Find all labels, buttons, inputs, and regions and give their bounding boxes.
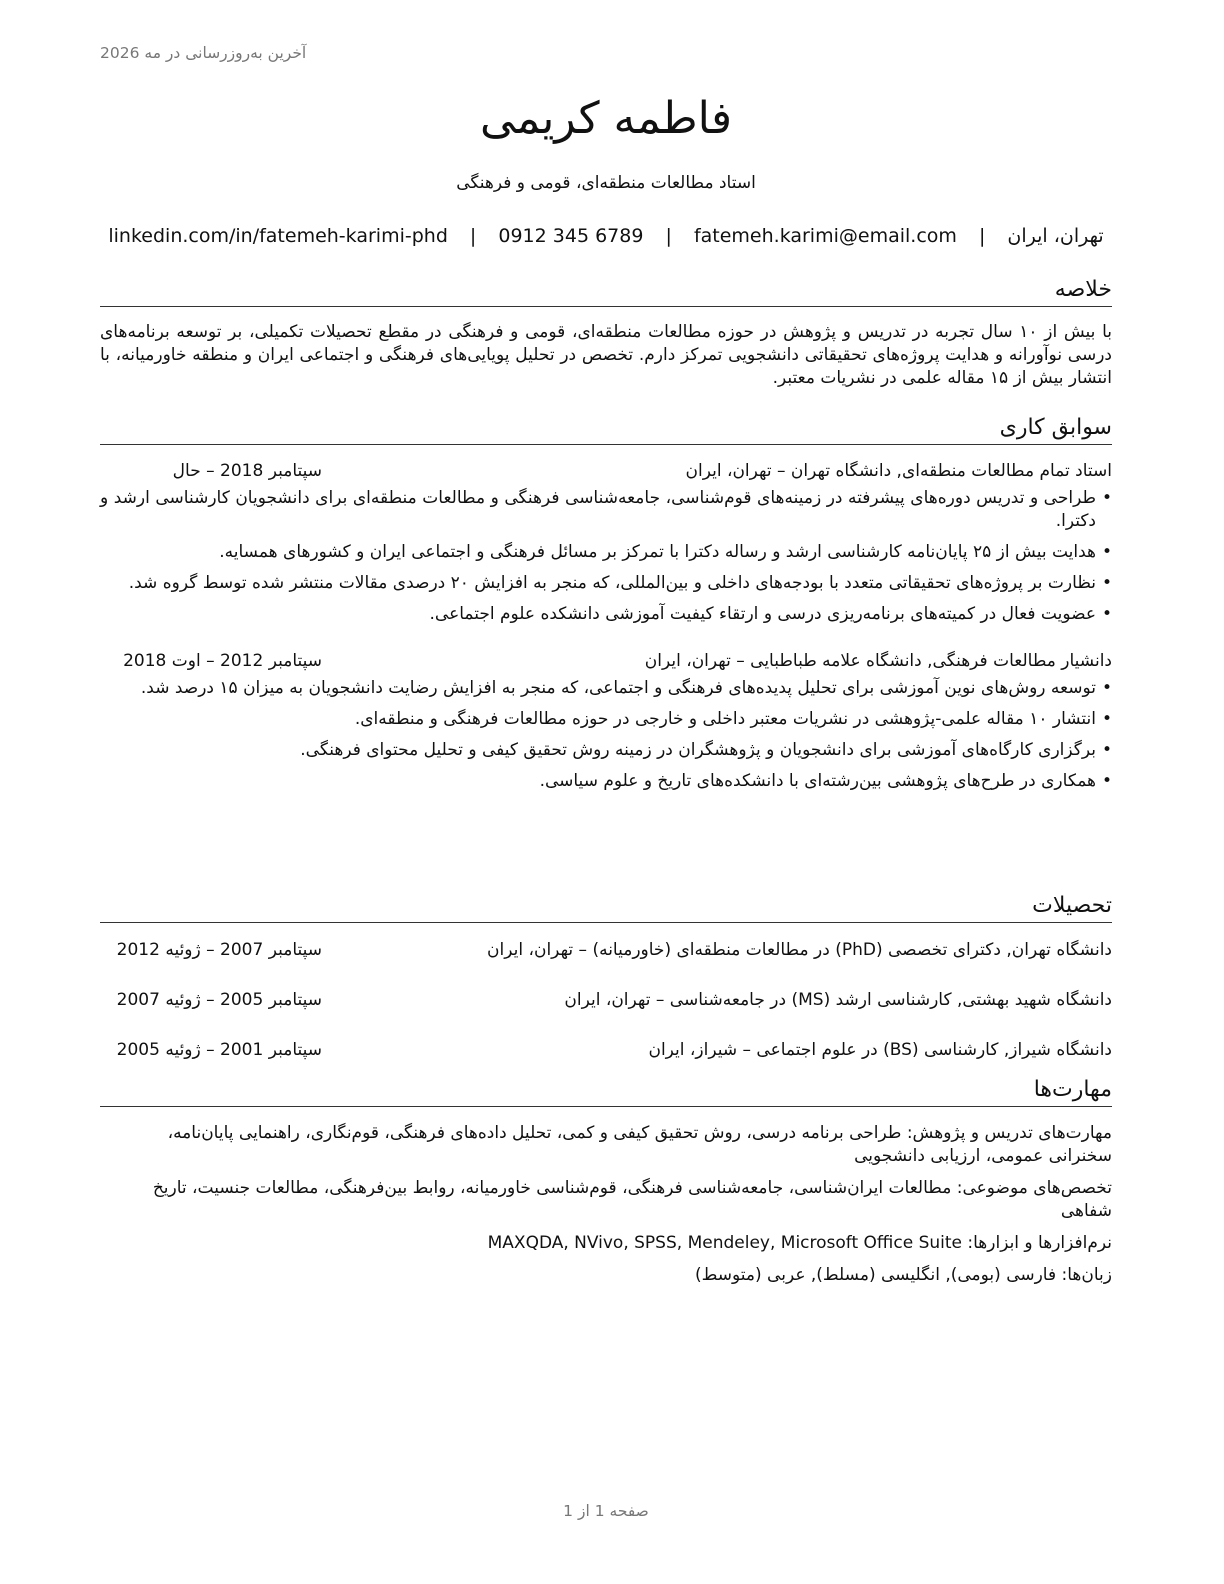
skill-line: نرم‌افزارها و ابزارها: MAXQDA, NVivo, SPSS, Mendeley, Microsoft Office Suite xyxy=(487,1233,1112,1253)
job-entry xyxy=(100,460,1112,626)
last-updated-note: آخرین به‌روزرسانی در مه 2026 xyxy=(100,44,307,62)
person-title: استاد مطالعات منطقه‌ای، قومی و فرهنگی xyxy=(456,173,756,193)
job-header xyxy=(100,650,1112,673)
education-degree: دانشگاه شهید بهشتی, کارشناسی ارشد (MS) در جامعه‌شناسی – تهران، ایران xyxy=(564,990,1112,1010)
contact-email[interactable]: fatemeh.karimi@email.com xyxy=(693,225,957,247)
job-bullet: • توسعه روش‌های نوین آموزشی برای تحلیل پدیده‌های فرهنگی و اجتماعی، که منجر به افزایش رضایت دانشجویان به میزان ۱۵ درصد شد. xyxy=(100,677,1112,700)
page-number: صفحه 1 از 1 xyxy=(563,1502,649,1520)
education-section xyxy=(100,892,1112,1062)
summary-section xyxy=(100,276,1112,390)
person-name: فاطمه کریمی xyxy=(479,93,733,144)
resume-page xyxy=(100,0,1112,1584)
education-degree: دانشگاه شیراز, کارشناسی (BS) در علوم اجتماعی – شیراز، ایران xyxy=(648,1040,1112,1060)
job-role: استاد تمام مطالعات منطقه‌ای, دانشگاه تهران – تهران، ایران xyxy=(685,461,1112,481)
education-degree: دانشگاه تهران, دکترای تخصصی (PhD) در مطالعات منطقه‌ای (خاورمیانه) – تهران، ایران xyxy=(487,940,1112,960)
section-heading-education: تحصیلات xyxy=(100,892,1112,923)
job-dates: سپتامبر 2018 – حال xyxy=(172,461,322,481)
job-bullets xyxy=(100,487,1112,626)
education-item xyxy=(100,1039,1112,1062)
contact-separator: | xyxy=(978,225,986,247)
education-dates: سپتامبر 2001 – ژوئیه 2005 xyxy=(116,1040,322,1060)
job-role: دانشیار مطالعات فرهنگی, دانشگاه علامه طباطبایی – تهران، ایران xyxy=(644,651,1112,671)
job-bullet: • نظارت بر پروژه‌های تحقیقاتی متعدد با بودجه‌های داخلی و بین‌المللی، که منجر به افزایش ۲۰ درصدی مقالات منتشر شده توسط گروه شد. xyxy=(100,572,1112,595)
job-bullet: • هدایت بیش از ۲۵ پایان‌نامه کارشناسی ارشد و رساله دکترا با تمرکز بر مسائل فرهنگی و اجتماعی ایران و کشورهای همسایه. xyxy=(100,541,1112,564)
skill-line: زبان‌ها: فارسی (بومی), انگلیسی (مسلط), عربی (متوسط) xyxy=(694,1265,1112,1285)
job-bullet: • طراحی و تدریس دوره‌های پیشرفته در زمینه‌های قوم‌شناسی، جامعه‌شناسی فرهنگی و مطالعات منطقه‌ای برای دانشجویان کارشناسی ارشد و دکترا. xyxy=(100,487,1112,533)
job-bullet: • برگزاری کارگاه‌های آموزشی برای دانشجویان و پژوهشگران در زمینه روش تحقیق کیفی و تحلیل محتوای فرهنگی. xyxy=(100,739,1112,762)
education-dates: سپتامبر 2007 – ژوئیه 2012 xyxy=(116,940,322,960)
experience-section xyxy=(100,414,1112,801)
contact-phone[interactable]: 0912 345 6789 xyxy=(498,225,644,247)
job-bullet: • همکاری در طرح‌های پژوهشی بین‌رشته‌ای با دانشکده‌های تاریخ و علوم سیاسی. xyxy=(100,770,1112,793)
job-dates: سپتامبر 2012 – اوت 2018 xyxy=(123,651,322,671)
contact-location: تهران، ایران xyxy=(1007,225,1104,247)
skill-line: مهارت‌های تدریس و پژوهش: طراحی برنامه درسی، روش تحقیق کیفی و کمی، تحلیل داده‌های فرهنگی، قوم‌نگاری، راهنمایی پایان‌نامه، سخنرانی عمومی، ارزیابی دانشجویی xyxy=(167,1123,1112,1166)
section-heading-skills: مهارت‌ها xyxy=(100,1076,1112,1107)
section-heading-experience: سوابق کاری xyxy=(100,414,1112,445)
job-bullets xyxy=(100,677,1112,793)
contact-separator: | xyxy=(665,225,672,247)
skill-line: تخصص‌های موضوعی: مطالعات ایران‌شناسی، جامعه‌شناسی فرهنگی، قوم‌شناسی خاورمیانه، روابط بین‌فرهنگی، مطالعات جنسیت، تاریخ شفاهی xyxy=(152,1178,1112,1221)
contact-separator: | xyxy=(469,225,477,247)
summary-text: با بیش از ۱۰ سال تجربه در تدریس و پژوهش در حوزه مطالعات منطقه‌ای، قومی و فرهنگی در مقطع تحصیلات تکمیلی، بر توسعه برنامه‌های درسی نوآورانه و هدایت پروژه‌های تحقیقاتی دانشجویی تمرکز دارم. تخصص در تحلیل پویایی‌های فرهنگی و اجتماعی ایران و منطقه خاورمیانه، با انتشار بیش از ۱۵ مقاله علمی در نشریات معتبر. xyxy=(100,322,1113,388)
contact-linkedin[interactable]: linkedin.com/in/fatemeh-karimi-phd xyxy=(108,225,448,247)
education-dates: سپتامبر 2005 – ژوئیه 2007 xyxy=(116,990,322,1010)
contact-line xyxy=(100,224,1112,248)
job-bullet: • عضویت فعال در کمیته‌های برنامه‌ریزی درسی و ارتقاء کیفیت آموزشی دانشکده علوم اجتماعی. xyxy=(100,603,1112,626)
skills-section xyxy=(100,1076,1112,1296)
education-item xyxy=(100,939,1112,962)
job-entry xyxy=(100,650,1112,793)
job-bullet: • انتشار ۱۰ مقاله علمی-پژوهشی در نشریات معتبر داخلی و خارجی در حوزه مطالعات فرهنگی و منطقه‌ای. xyxy=(100,708,1112,731)
job-header xyxy=(100,460,1112,483)
section-heading-summary: خلاصه xyxy=(100,276,1112,307)
education-item xyxy=(100,989,1112,1012)
